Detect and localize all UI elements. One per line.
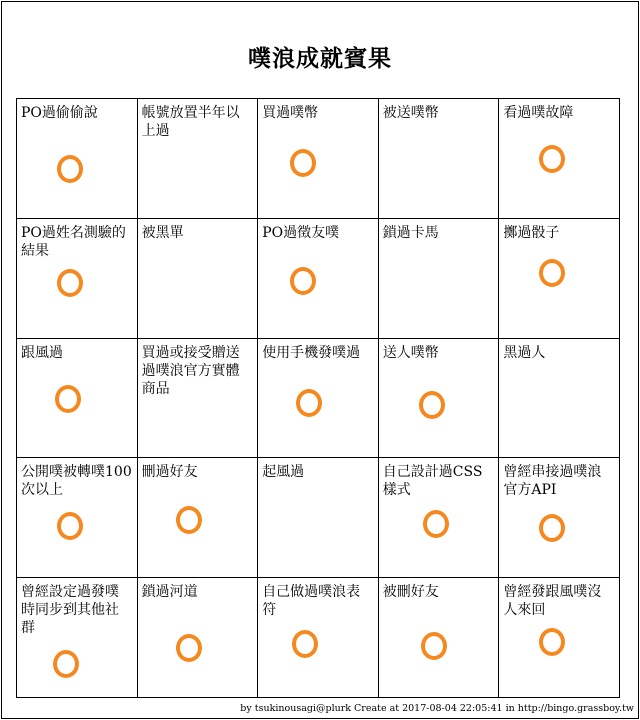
bingo-cell[interactable]	[17, 99, 138, 219]
bingo-cell[interactable]	[499, 458, 620, 578]
circle-mark-icon	[539, 145, 565, 173]
circle-mark-icon	[539, 259, 565, 287]
circle-mark-icon	[57, 155, 83, 183]
bingo-cell[interactable]	[258, 99, 379, 219]
circle-mark-icon	[292, 630, 318, 658]
bingo-cell[interactable]	[499, 339, 620, 459]
bingo-cell[interactable]	[379, 99, 500, 219]
bingo-cell-label: 跟風過	[21, 344, 63, 361]
bingo-cell-label: 刪過好友	[141, 464, 198, 481]
bingo-cell-label: 鎖過卡馬	[382, 224, 439, 241]
bingo-cell-label: PO過偷偷說	[21, 105, 98, 121]
bingo-cell[interactable]	[379, 219, 500, 339]
bingo-cell[interactable]	[138, 99, 259, 219]
circle-mark-icon	[53, 650, 79, 678]
circle-mark-icon	[57, 512, 83, 540]
bingo-cell[interactable]	[258, 339, 379, 459]
bingo-cell-label: 曾經設定過發噗時同步到其他社群	[21, 584, 119, 637]
bingo-cell[interactable]	[499, 219, 620, 339]
circle-mark-icon	[296, 389, 322, 417]
bingo-cell[interactable]	[258, 458, 379, 578]
circle-mark-icon	[57, 269, 83, 297]
circle-mark-icon	[290, 149, 316, 177]
bingo-cell[interactable]	[379, 458, 500, 578]
bingo-cell-label: 買過噗幣	[262, 105, 319, 121]
circle-mark-icon	[423, 510, 449, 538]
bingo-cell[interactable]	[499, 578, 620, 698]
bingo-cell-label: 起風過	[262, 464, 305, 481]
circle-mark-icon	[539, 628, 565, 656]
bingo-cell-label: 自己設計過CSS樣式	[382, 464, 483, 499]
bingo-cell-label: 被送噗幣	[382, 105, 439, 121]
bingo-cell-label: PO過徵友噗	[262, 224, 340, 241]
bingo-cell[interactable]	[258, 578, 379, 698]
bingo-cell[interactable]	[258, 219, 379, 339]
circle-mark-icon	[419, 391, 445, 419]
bingo-cell-label: 曾經串接過噗浪官方API	[503, 464, 602, 499]
bingo-cell-label: 鎖過河道	[141, 584, 198, 601]
circle-mark-icon	[176, 634, 202, 662]
bingo-cell[interactable]	[17, 339, 138, 459]
bingo-cell-label: 公開噗被轉噗100次以上	[21, 464, 132, 499]
bingo-cell[interactable]	[138, 339, 259, 459]
bingo-cell[interactable]	[17, 578, 138, 698]
circle-mark-icon	[421, 632, 447, 660]
bingo-cell[interactable]	[138, 458, 259, 578]
circle-mark-icon	[55, 385, 81, 413]
bingo-cell-label: 被黑單	[141, 224, 184, 241]
bingo-cell-label: 黑過人	[503, 344, 546, 361]
bingo-cell-label: 被刪好友	[382, 584, 439, 601]
circle-mark-icon	[176, 506, 202, 534]
bingo-cell[interactable]	[379, 578, 500, 698]
circle-mark-icon	[290, 267, 316, 295]
bingo-cell[interactable]	[138, 578, 259, 698]
bingo-cell-label: 送人噗幣	[382, 344, 439, 361]
bingo-cell[interactable]	[379, 339, 500, 459]
bingo-cell[interactable]	[138, 219, 259, 339]
bingo-cell-label: 買過或接受贈送過噗浪官方實體商品	[141, 344, 240, 397]
page-title: 噗浪成就賓果	[248, 45, 392, 72]
bingo-cell-label: 曾經發跟風噗沒人來回	[503, 584, 602, 619]
footer-credit: by tsukinousagi@plurk Create at 2017-08-04 22:05:41 in http://bingo.grassboy.tw	[240, 703, 634, 714]
bingo-cell-label: 自己做過噗浪表符	[262, 584, 361, 619]
bingo-cell-label: 擲過骰子	[503, 224, 560, 241]
bingo-cell-label: 使用手機發噗過	[262, 344, 361, 361]
bingo-cell-label: 帳號放置半年以上過	[141, 105, 240, 139]
circle-mark-icon	[539, 514, 565, 542]
bingo-cell[interactable]	[17, 458, 138, 578]
bingo-cell-label: 看過噗故障	[503, 105, 574, 121]
bingo-grid	[16, 98, 620, 698]
bingo-cell[interactable]	[499, 99, 620, 219]
bingo-cell-label: PO過姓名測驗的結果	[21, 224, 126, 259]
bingo-cell[interactable]	[17, 219, 138, 339]
